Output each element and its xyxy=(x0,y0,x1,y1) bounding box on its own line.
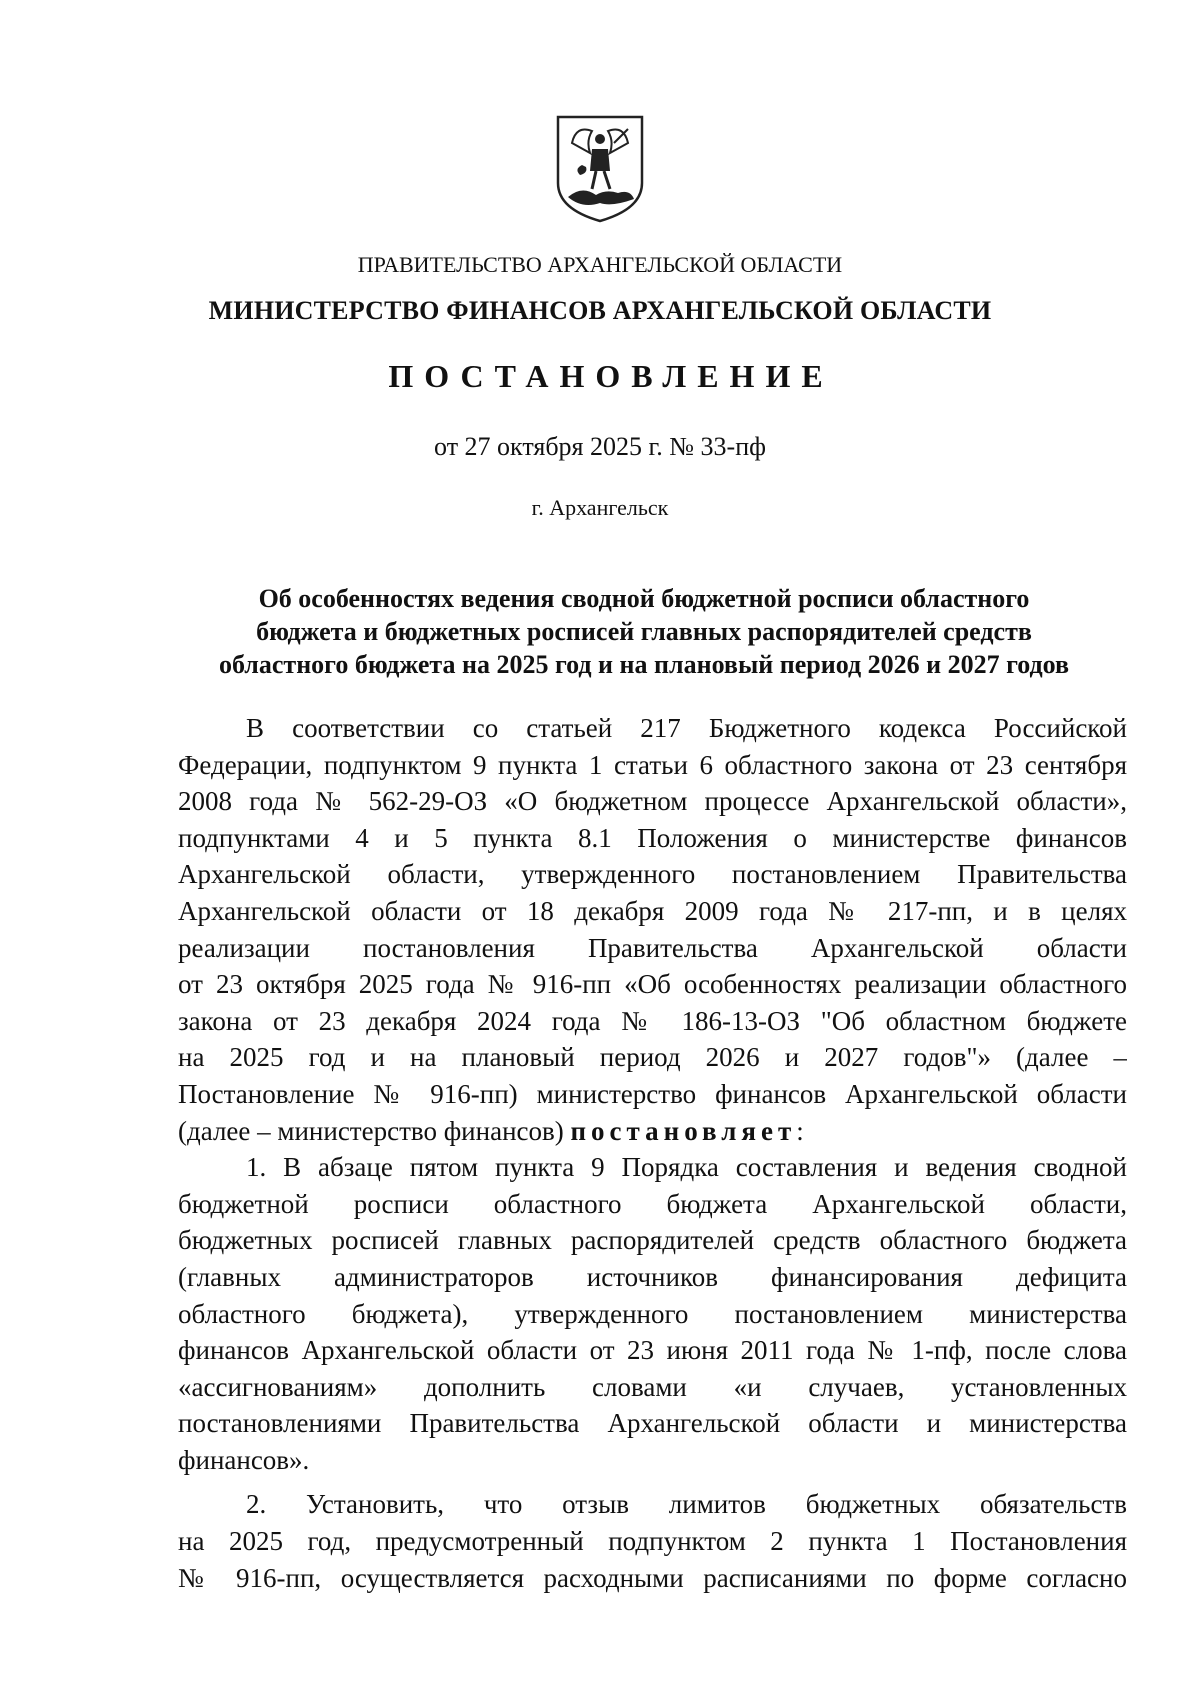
text-line: 2. Установить, что отзыв лимитов бюджетных обязательств xyxy=(246,1489,1127,1520)
text-line: Архангельской области, утвержденного постановлением Правительства xyxy=(178,859,1127,890)
text-line: бюджетной росписи областного бюджета Архангельской области, xyxy=(178,1188,1127,1219)
item-1-paragraph xyxy=(178,1149,1127,1478)
text-line: на 2025 год, предусмотренный подпунктом 2 пункта 1 Постановления xyxy=(178,1526,1127,1557)
text-line xyxy=(178,1113,1127,1150)
document-city: г. Архангельск xyxy=(531,495,669,520)
text-line: подпунктами 4 и 5 пункта 8.1 Положения о министерстве финансов xyxy=(178,822,1127,853)
decree-word: постановляет xyxy=(570,1115,797,1146)
ministry-name: МИНИСТЕРСТВО ФИНАНСОВ АРХАНГЕЛЬСКОЙ ОБЛАСТИ xyxy=(208,296,992,325)
document-type: ПОСТАНОВЛЕНИЕ xyxy=(388,358,834,394)
text-line: финансов Архангельской области от 23 июня 2011 года № 1-пф, после слова xyxy=(178,1335,1127,1366)
text-line: областного бюджета), утвержденного постановлением министерства xyxy=(178,1298,1127,1329)
text-line: постановлениями Правительства Архангельской области и министерства xyxy=(178,1408,1127,1439)
paragraph-gap xyxy=(178,1478,1127,1486)
text-line: на 2025 год и на плановый период 2026 и 2027 годов"» (далее – xyxy=(178,1042,1127,1073)
preamble-last-text: (далее – министерство финансов) xyxy=(178,1115,571,1146)
title-line: Об особенностях ведения сводной бюджетной росписи областного xyxy=(258,584,1030,613)
text-line: Постановление № 916-пп) министерство финансов Архангельской области xyxy=(178,1078,1127,1109)
title-line: областного бюджета на 2025 год и на плановый период 2026 и 2027 годов xyxy=(218,650,1070,679)
text-line: 1. В абзаце пятом пункта 9 Порядка составления и ведения сводной xyxy=(246,1152,1127,1183)
text-line: (главных администраторов источников финансирования дефицита xyxy=(178,1261,1127,1292)
text-line: бюджетных росписей главных распорядителей средств областного бюджета xyxy=(178,1225,1127,1256)
text-line: Федерации, подпунктом 9 пункта 1 статьи 6 областного закона от 23 сентября xyxy=(178,749,1127,780)
text-line: реализации постановления Правительства Архангельской области xyxy=(178,932,1127,963)
text-line: «ассигнованиям» дополнить словами «и случаев, установленных xyxy=(178,1371,1127,1402)
preamble-paragraph xyxy=(178,710,1127,1149)
text-line: финансов». xyxy=(178,1444,310,1475)
text-line: 2008 года № 562-29-ОЗ «О бюджетном процессе Архангельской области», xyxy=(178,786,1127,817)
text-line: В соответствии со статьей 217 Бюджетного кодекса Российской xyxy=(246,713,1127,743)
text-line: Архангельской области от 18 декабря 2009 года № 217-пп, и в целях xyxy=(178,895,1127,926)
item-2-paragraph xyxy=(178,1486,1127,1596)
text-line: закона от 23 декабря 2024 года № 186-13-ОЗ "Об областном бюджете xyxy=(178,1005,1127,1036)
coat-of-arms-arkhangelsk-icon xyxy=(552,113,648,225)
decree-colon: : xyxy=(796,1115,804,1146)
document-date-number: от 27 октября 2025 г. № 33-пф xyxy=(434,432,766,461)
document-title xyxy=(160,582,1128,681)
document-body xyxy=(178,710,1127,1596)
title-line: бюджета и бюджетных росписей главных распорядителей средств xyxy=(256,617,1032,646)
government-name: ПРАВИТЕЛЬСТВО АРХАНГЕЛЬСКОЙ ОБЛАСТИ xyxy=(357,252,843,277)
text-line: № 916-пп, осуществляется расходными расписаниями по форме согласно xyxy=(178,1562,1127,1593)
text-line: от 23 октября 2025 года № 916-пп «Об особенностях реализации областного xyxy=(178,969,1127,1000)
